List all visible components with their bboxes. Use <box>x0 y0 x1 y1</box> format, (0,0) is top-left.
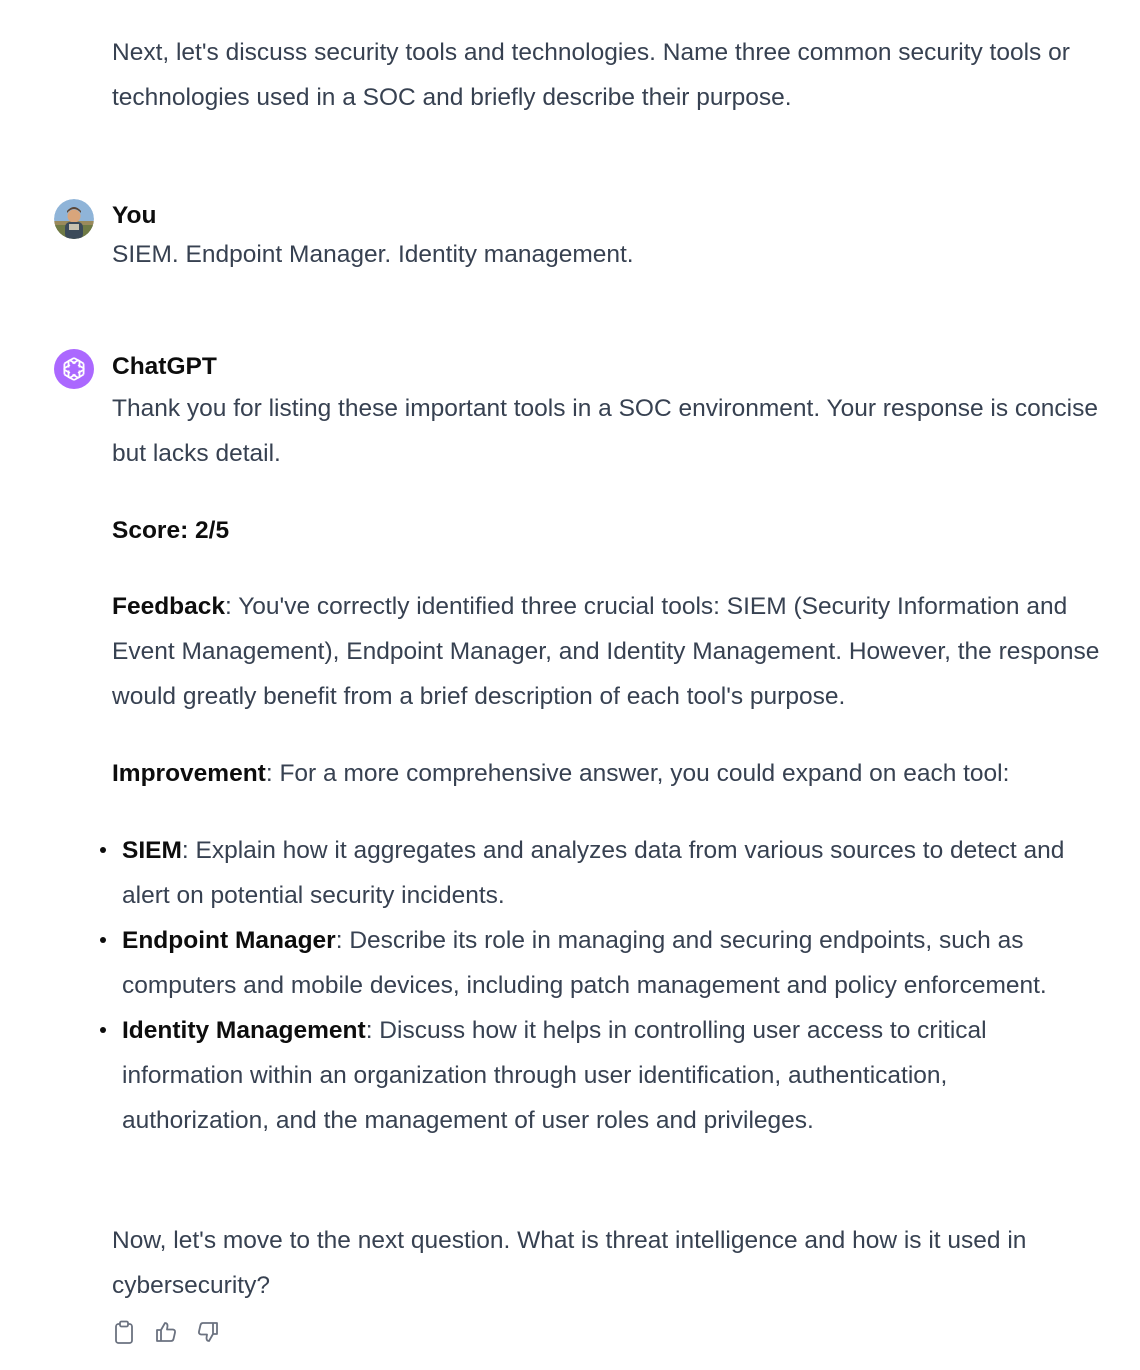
score-text: Score: 2/5 <box>112 517 230 544</box>
list-item <box>100 1008 1100 1143</box>
list-item <box>100 828 1100 918</box>
previous-message-text: Next, let's discuss security tools and technologies. Name three common security tools or technologies used in a SOC and briefly describe their purpose. <box>112 39 1070 111</box>
user-avatar-photo-icon <box>54 199 94 239</box>
list-item-text: : Explain how it aggregates and analyzes data from various sources to detect and alert on potential security incidents. <box>122 837 1065 909</box>
score-line <box>112 508 1102 553</box>
thumbs-up-icon <box>154 1320 178 1344</box>
bullet-dot-icon <box>100 847 106 853</box>
thumbs-down-icon <box>196 1320 220 1344</box>
list-item-term: Identity Management <box>122 1017 366 1044</box>
openai-logo-icon <box>54 349 94 389</box>
assistant-avatar <box>54 349 94 389</box>
improvement-list <box>100 828 1100 1143</box>
improvement-label: Improvement <box>112 760 266 787</box>
feedback-paragraph <box>112 584 1102 719</box>
clipboard-icon <box>113 1320 135 1344</box>
improvement-paragraph <box>112 751 1102 796</box>
user-author-name: You <box>112 202 157 229</box>
copy-button[interactable] <box>112 1318 136 1346</box>
assistant-author-name: ChatGPT <box>112 353 217 380</box>
user-avatar[interactable] <box>54 199 94 239</box>
bullet-dot-icon <box>100 937 106 943</box>
list-item-term: Endpoint Manager <box>122 927 336 954</box>
list-item <box>100 918 1100 1008</box>
thumbs-down-button[interactable] <box>196 1318 220 1346</box>
thumbs-up-button[interactable] <box>154 1318 178 1346</box>
user-message-text: SIEM. Endpoint Manager. Identity management. <box>112 241 634 268</box>
bullet-dot-icon <box>100 1027 106 1033</box>
message-actions <box>112 1318 220 1346</box>
list-item-text: : Describe its role in managing and securing endpoints, such as computers and mobile devices, including patch management and policy enforcement. <box>122 927 1047 999</box>
assistant-closing-text: Now, let's move to the next question. What is threat intelligence and how is it used in cybersecurity? <box>112 1227 1027 1299</box>
feedback-text: : You've correctly identified three crucial tools: SIEM (Security Information and Event Management), Endpoint Manager, and Identity Management. However, the response would greatly benefit from a brief description of each tool's purpose. <box>112 593 1100 710</box>
assistant-intro-text: Thank you for listing these important tools in a SOC environment. Your response is concise but lacks detail. <box>112 395 1098 467</box>
list-item-text: : Discuss how it helps in controlling user access to critical information within an organization through user identification, authentication, authorization, and the management of user roles and privileges. <box>122 1017 987 1134</box>
improvement-text: : For a more comprehensive answer, you could expand on each tool: <box>265 760 1010 787</box>
list-item-term: SIEM <box>122 837 182 864</box>
feedback-label: Feedback <box>112 593 226 620</box>
